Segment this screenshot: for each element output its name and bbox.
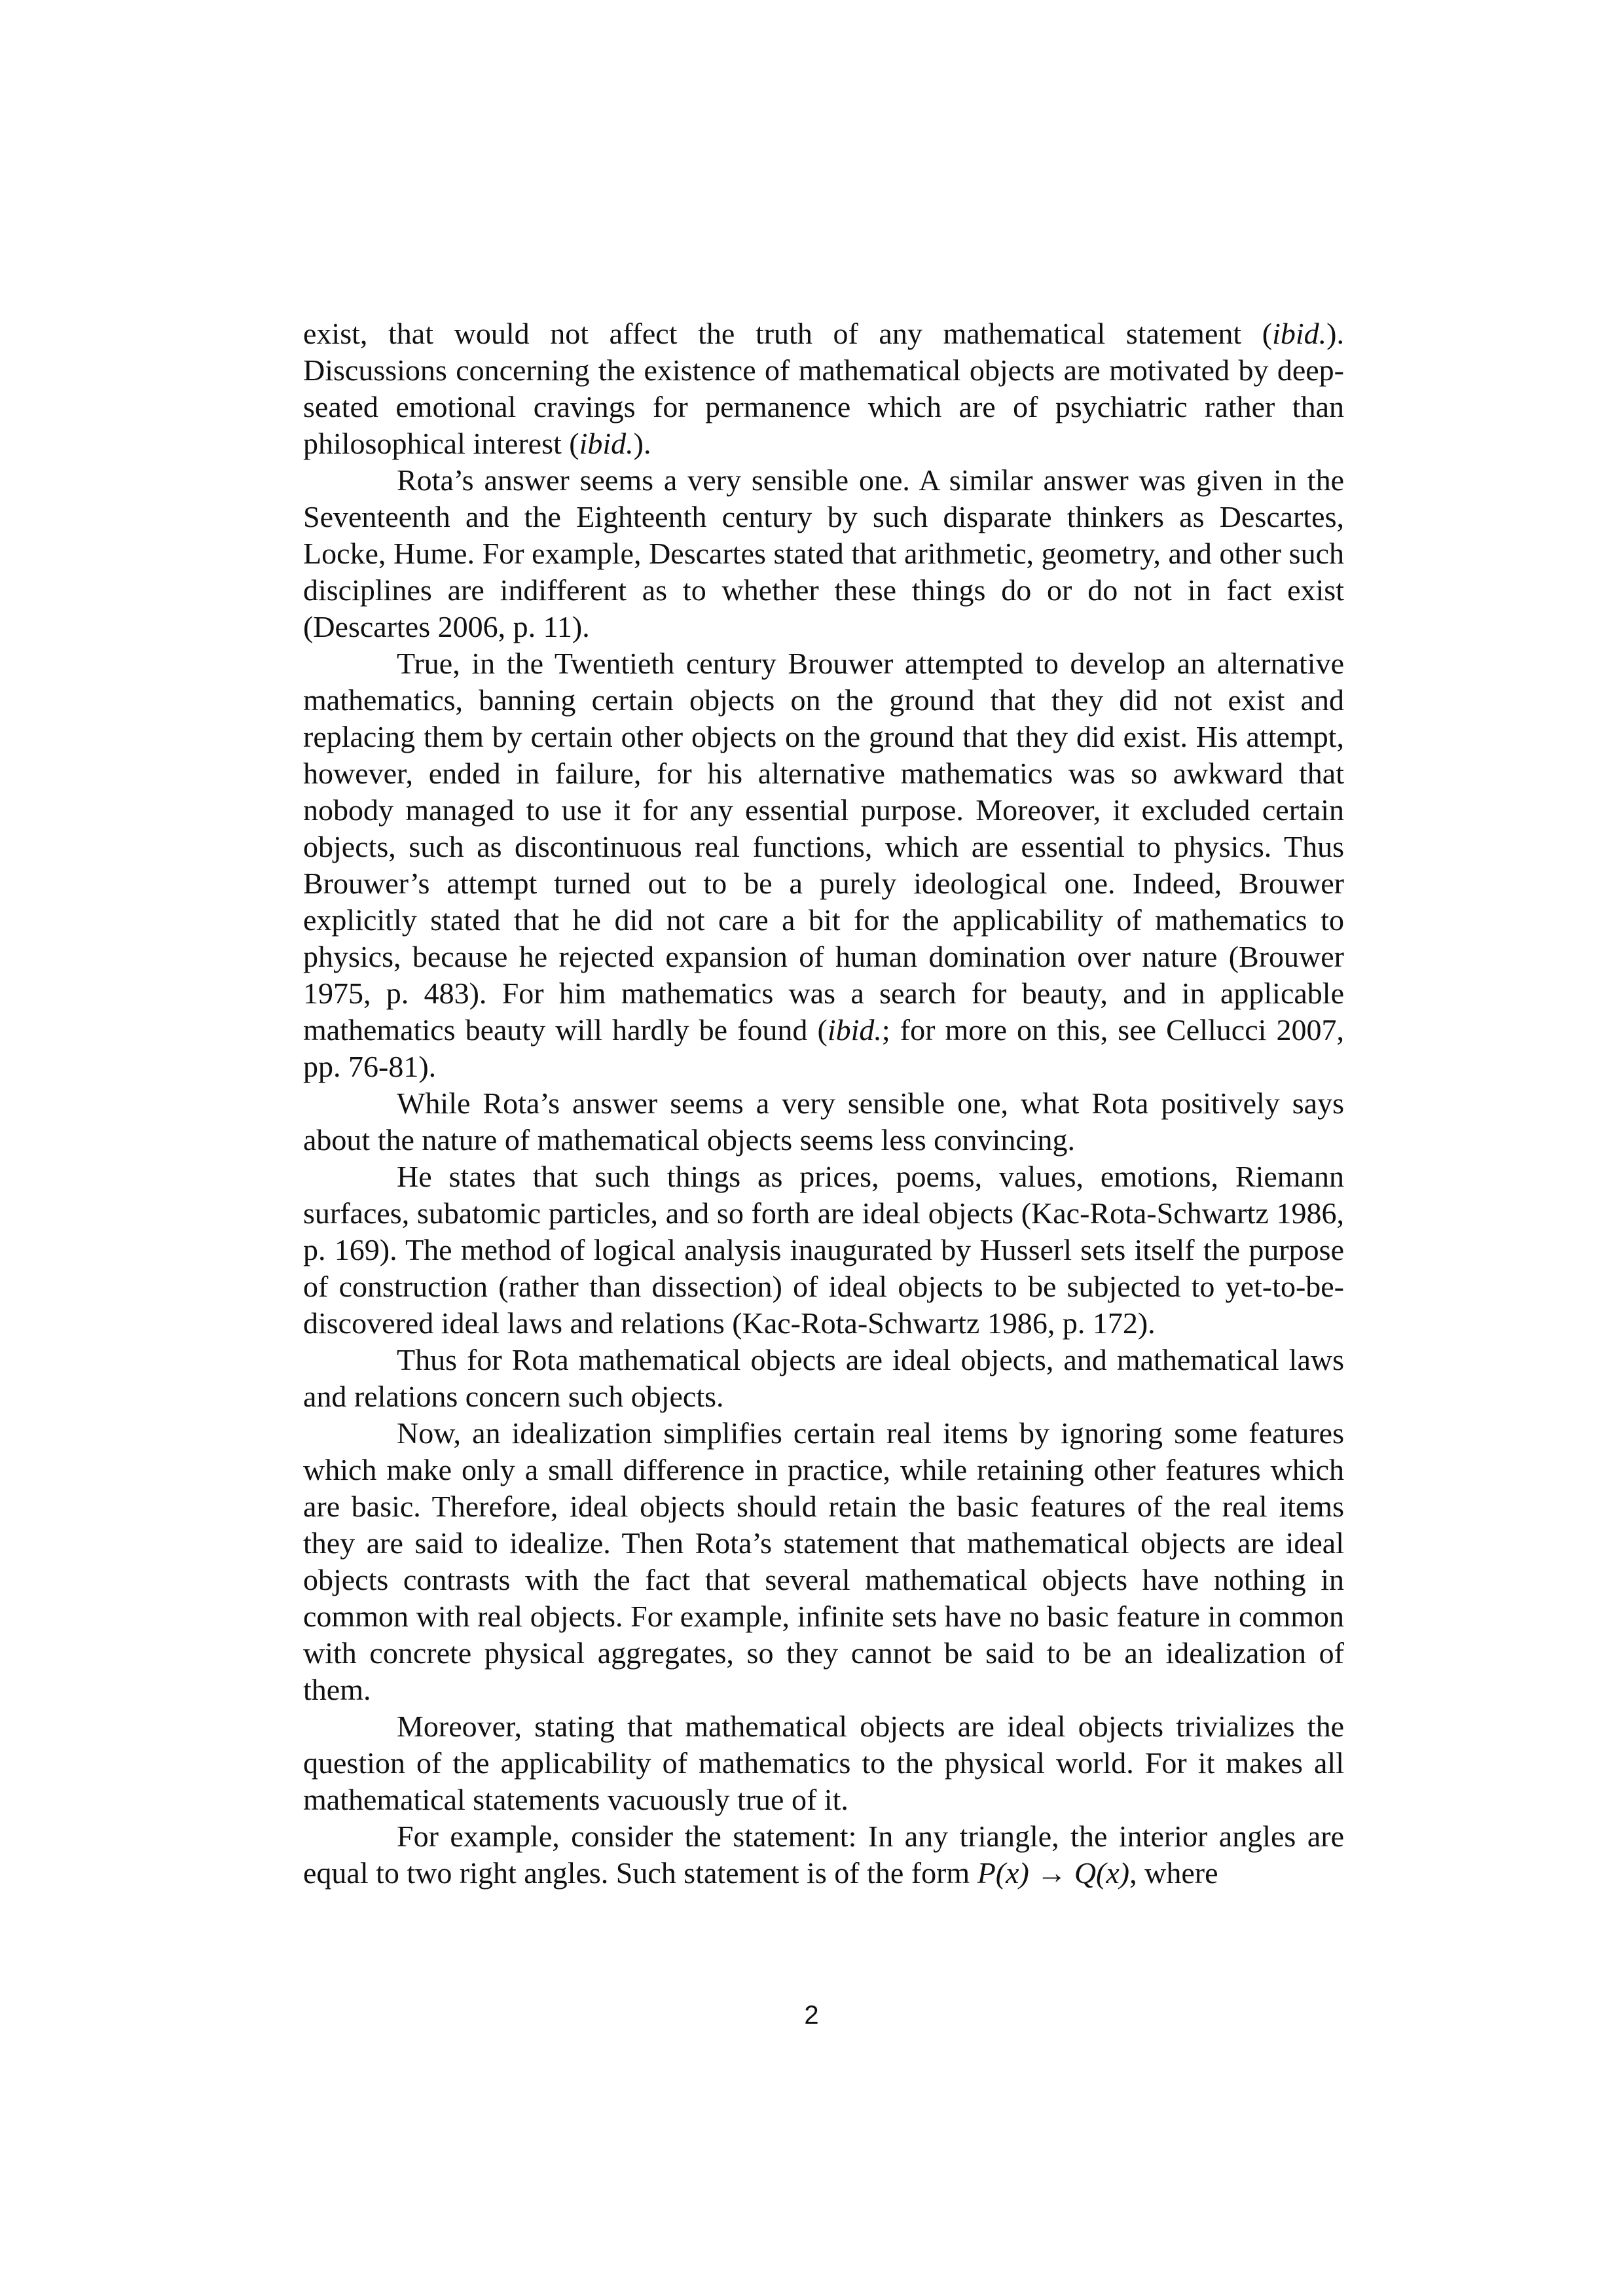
paragraph-7: Now, an idealization simplifies certain real items by ignoring some features which make only a small difference in practice, while retaining other features which are basic. Therefore, ideal objects should retain the basic features of the real items they are said to idealize. Then Rota’s statement that mathematical objects are ideal objects contrasts with the fact that several mathematical objects have nothing in common with real objects. For example, infinite sets have no basic feature in common with concrete physical aggregates, so they cannot be said to be an idealization of them. — [303, 1416, 1344, 1706]
paragraph-1: exist, that would not affect the truth of any mathematical statement (ibid.). Discussions concerning the existence of mathematical objects are motivated by deep-seated emotional cravings for permanence which are of psychiatric rather than philosophical interest (ibid.). — [303, 317, 1344, 460]
citation-ibid: ibid. — [579, 427, 634, 460]
citation-ibid: ibid. — [1272, 317, 1327, 350]
paragraph-2: Rota’s answer seems a very sensible one. A similar answer was given in the Seventeenth and the Eighteenth century by such disparate thinkers as Descartes, Locke, Hume. For example, Descartes stated that arithmetic, geometry, and other such disciplines are indifferent as to whether these things do or do not in fact exist (Descartes 2006, p. 11). — [303, 463, 1344, 643]
body-text — [303, 315, 1344, 1892]
paragraph-4: While Rota’s answer seems a very sensible one, what Rota positively says about the nature of mathematical objects seems less convincing. — [303, 1086, 1344, 1157]
paragraph-5: He states that such things as prices, poems, values, emotions, Riemann surfaces, subatomic particles, and so forth are ideal objects (Kac-Rota-Schwartz 1986, p. 169). The method of logical analysis inaugurated by Husserl sets itself the purpose of construction (rather than dissection) of ideal objects to be subjected to yet-to-be-discovered ideal laws and relations (Kac-Rota-Schwartz 1986, p. 172). — [303, 1160, 1344, 1340]
page-number: 2 — [804, 2001, 819, 2030]
paragraph-6: Thus for Rota mathematical objects are ideal objects, and mathematical laws and relations concern such objects. — [303, 1343, 1344, 1413]
paragraph-8: Moreover, stating that mathematical objects are ideal objects trivializes the question of the applicability of mathematics to the physical world. For it makes all mathematical statements vacuously true of it. — [303, 1710, 1344, 1816]
paragraph-9: For example, consider the statement: In any triangle, the interior angles are equal to two right angles. Such statement is of the form P(x) → Q(x), where — [303, 1820, 1344, 1890]
paragraph-3: True, in the Twentieth century Brouwer attempted to develop an alternative mathematics, banning certain objects on the ground that they did not exist and replacing them by certain other objects on the ground that they did exist. His attempt, however, ended in failure, for his alternative mathematics was so awkward that nobody managed to use it for any essential purpose. Moreover, it excluded certain objects, such as discontinuous real functions, which are essential to physics. Thus Brouwer’s attempt turned out to be a purely ideological one. Indeed, Brouwer explicitly stated that he did not care a bit for the applicability of mathematics to physics, because he rejected expansion of human domination over nature (Brouwer 1975, p. 483). For him mathematics was a search for beauty, and in applicable mathematics beauty will hardly be found (ibid.; for more on this, see Cellucci 2007, pp. 76-81). — [303, 647, 1345, 1083]
citation-ibid: ibid. — [827, 1013, 882, 1047]
formula: P(x) → Q(x) — [977, 1856, 1130, 1890]
